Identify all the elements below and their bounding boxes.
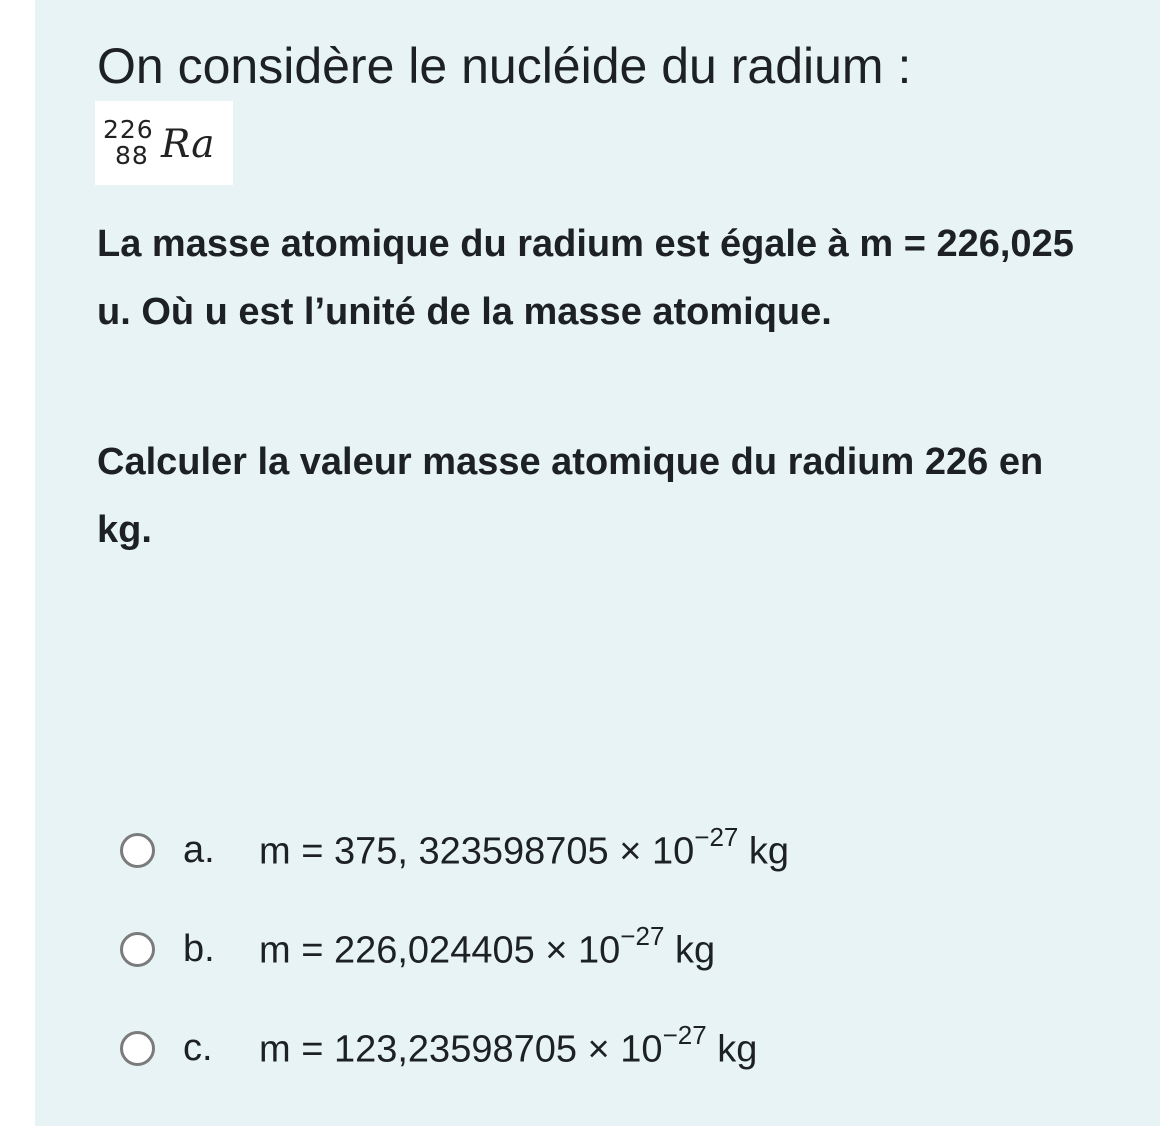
radio-button-c[interactable] [120,1031,155,1066]
question-statement: La masse atomique du radium est égale à m = 226,025 u. Où u est l’unité de la masse atomique. [97,223,1074,333]
option-value-c: m = 123,23598705 × 10 [259,1028,663,1071]
question-title: On considère le nucléide du radium : [97,38,912,94]
answer-option-b[interactable] [120,919,715,979]
radio-button-b[interactable] [120,932,155,967]
option-exponent-b: −27 [620,921,665,952]
nuclide-image [95,101,233,185]
option-formula-c [259,1020,758,1072]
option-value-b: m = 226,024405 × 10 [259,929,621,972]
option-exponent-a: −27 [694,822,739,853]
option-exponent-c: −27 [662,1020,707,1051]
nuclide-notation [103,115,223,171]
option-formula-a [259,822,790,874]
option-letter-a: a. [183,828,215,871]
option-letter-c: c. [183,1026,213,1069]
atomic-number: 88 [115,141,149,170]
option-formula-b [259,921,716,973]
mass-number: 226 [103,115,154,144]
option-value-a: m = 375, 323598705 × 10 [259,830,695,873]
option-unit-c: kg [706,1028,758,1071]
element-symbol: Ra [161,122,215,167]
question-prompt: Calculer la valeur masse atomique du radium 226 en kg. [97,441,1044,551]
radio-button-a[interactable] [120,833,155,868]
option-letter-b: b. [183,927,215,970]
answer-option-c[interactable] [120,1018,757,1078]
option-unit-b: kg [664,929,716,972]
option-unit-a: kg [738,830,790,873]
answer-option-a[interactable] [120,820,789,880]
